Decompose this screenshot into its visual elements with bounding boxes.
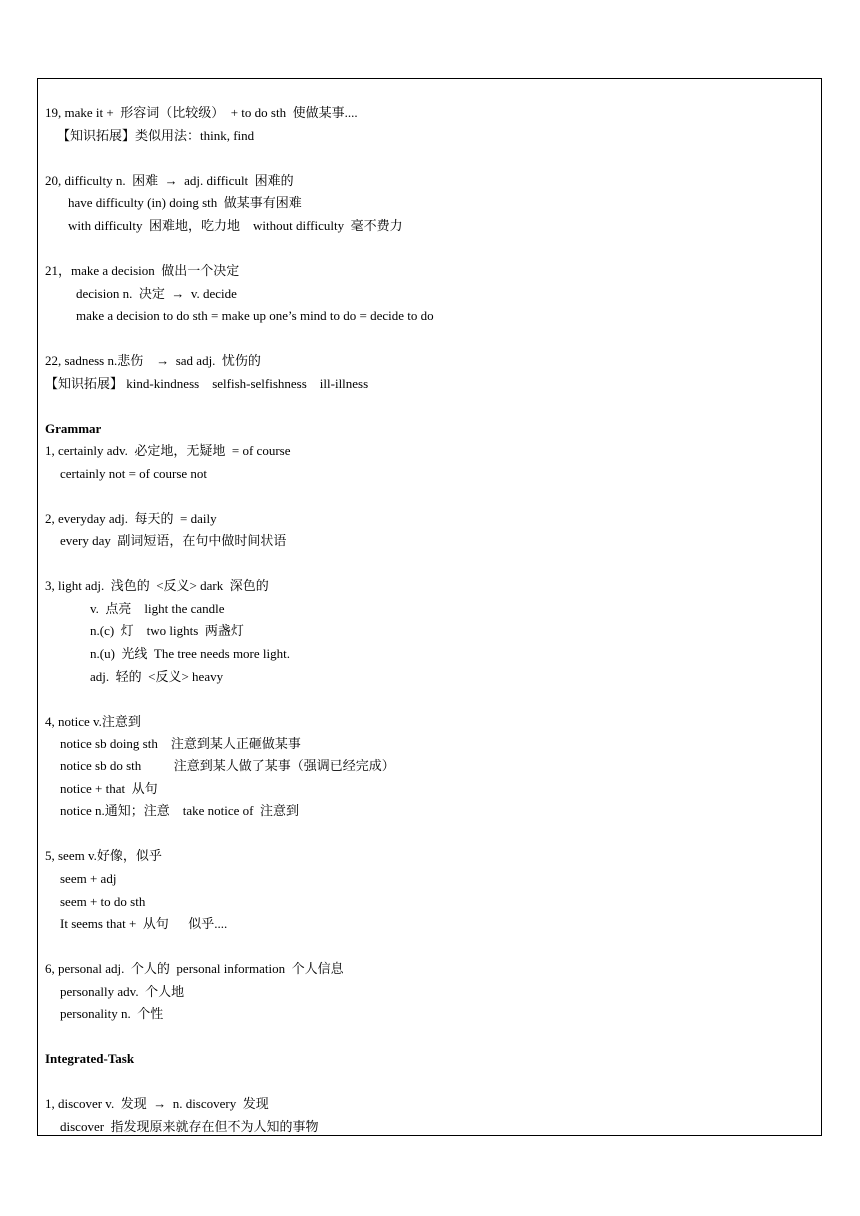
text-line: make a decision to do sth = make up one’s mind to do = decide to do bbox=[76, 308, 434, 323]
text-line: 6, personal adj. 个人的 personal information 个人信息 bbox=[45, 961, 344, 976]
text-line: discover 指发现原来就存在但不为人知的事物 bbox=[60, 1119, 319, 1134]
text-line: with difficulty 困难地，吃力地 without difficulty 毫不费力 bbox=[68, 218, 403, 233]
text-line: n.(c) 灯 two lights 两盏灯 bbox=[90, 623, 244, 638]
text-line: seem + adj bbox=[60, 871, 117, 886]
text-line: have difficulty (in) doing sth 做某事有困难 bbox=[68, 195, 302, 210]
text-line: personality n. 个性 bbox=[60, 1006, 164, 1021]
text-line: certainly not = of course not bbox=[60, 466, 208, 481]
section-heading: Grammar bbox=[45, 421, 102, 436]
text-line: personally adv. 个人地 bbox=[60, 984, 185, 999]
text-line: notice sb do sth 注意到某人做了某事（强调已经完成） bbox=[60, 758, 395, 773]
text-line: v. 点亮 light the candle bbox=[90, 601, 225, 616]
text-line: adj. 轻的 <反义> heavy bbox=[90, 669, 224, 684]
text-line: decision n. 决定 → v. decide bbox=[76, 286, 237, 301]
text-line: every day 副词短语，在句中做时间状语 bbox=[60, 533, 287, 548]
text-line: 【知识拓展】 kind-kindness selfish-selfishness ill-illness bbox=[45, 376, 369, 391]
text-line: 5, seem v.好像，似乎 bbox=[45, 848, 162, 863]
text-line: 2, everyday adj. 每天的 = daily bbox=[45, 511, 217, 526]
text-line: 1, certainly adv. 必定地，无疑地 = of course bbox=[45, 443, 291, 458]
text-line: notice n.通知；注意 take notice of 注意到 bbox=[60, 803, 300, 818]
text-line: notice + that 从句 bbox=[60, 781, 158, 796]
text-line: It seems that + 从句 似乎.... bbox=[60, 916, 228, 931]
text-line: 19, make it + 形容词（比较级） + to do sth 使做某事.... bbox=[45, 105, 358, 120]
text-line: 21，make a decision 做出一个决定 bbox=[45, 263, 240, 278]
text-line: notice sb doing sth 注意到某人正砸做某事 bbox=[60, 736, 301, 751]
text-line: 1, discover v. 发现 → n. discovery 发现 bbox=[45, 1096, 269, 1111]
text-line: 4, notice v.注意到 bbox=[45, 714, 141, 729]
text-line: 20, difficulty n. 困难 → adj. difficult 困难的 bbox=[45, 173, 294, 188]
text-line: 3, light adj. 浅色的 <反义> dark 深色的 bbox=[45, 578, 269, 593]
text-line: 【知识拓展】类似用法：think, find bbox=[57, 128, 255, 143]
text-line: seem + to do sth bbox=[60, 894, 146, 909]
text-line: n.(u) 光线 The tree needs more light. bbox=[90, 646, 290, 661]
text-line: 22, sadness n.悲伤 → sad adj. 忧伤的 bbox=[45, 353, 261, 368]
section-heading: Integrated-Task bbox=[45, 1051, 135, 1066]
